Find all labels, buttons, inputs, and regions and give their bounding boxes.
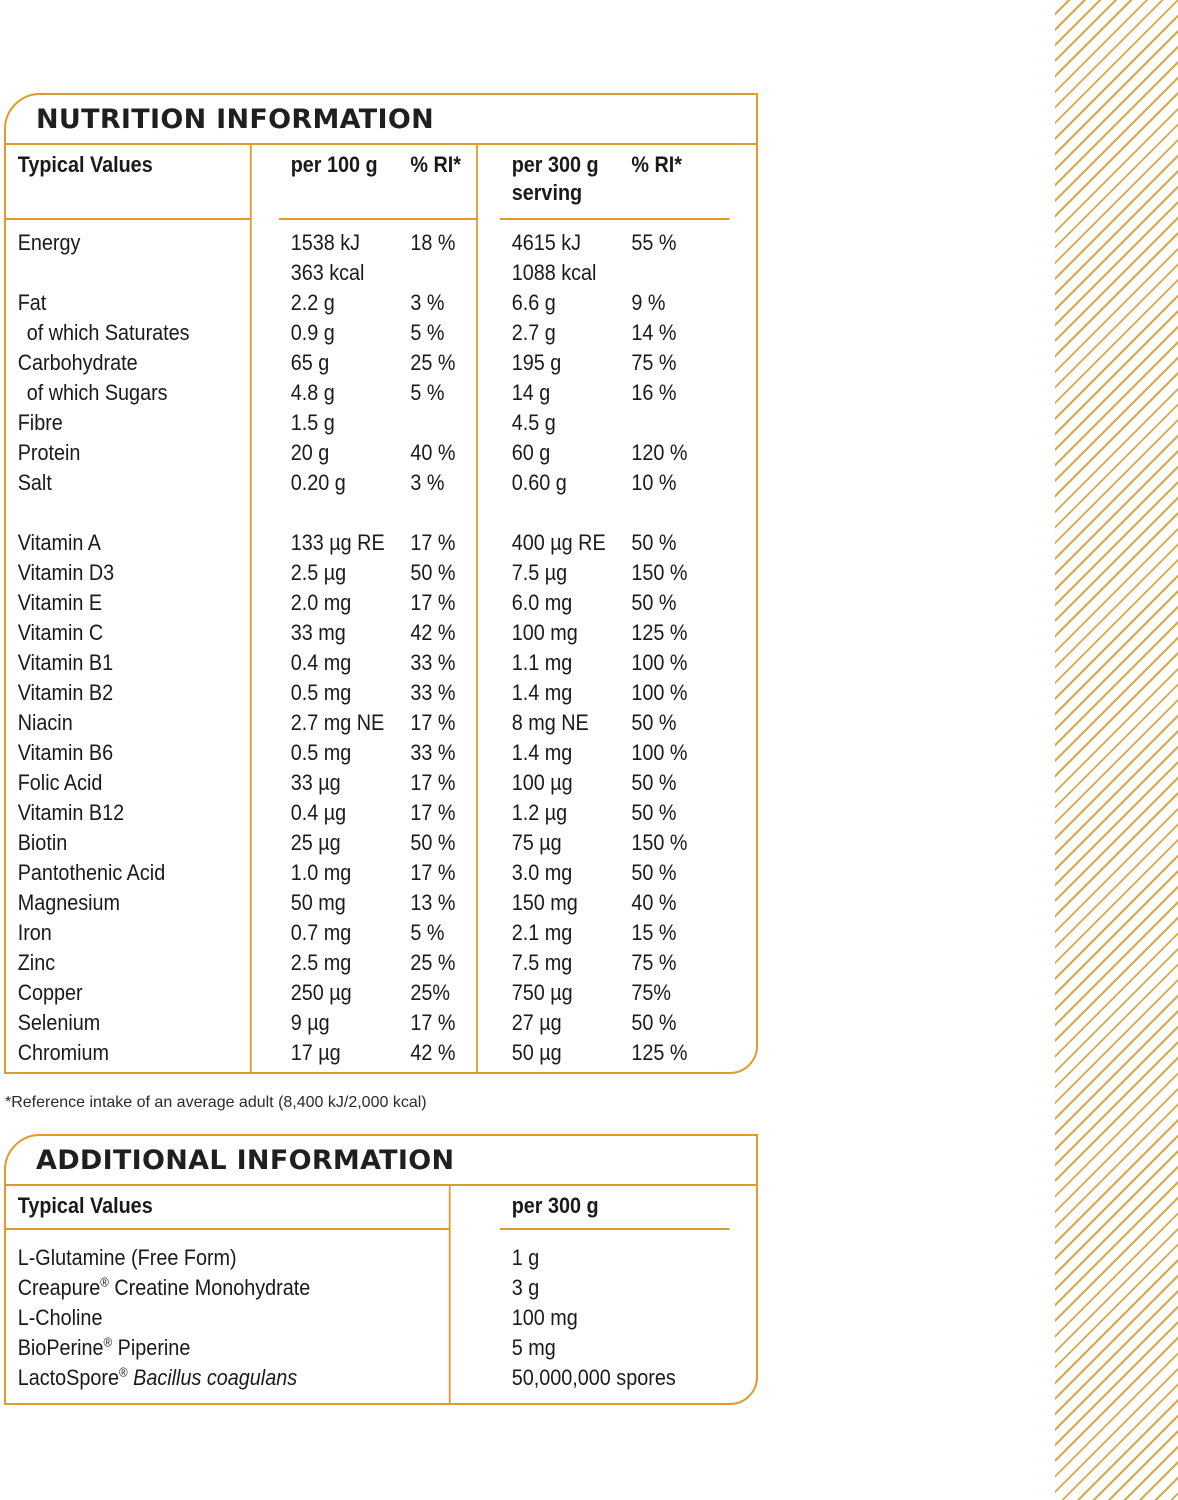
ri300-value xyxy=(631,498,728,528)
additional-header-typical: Typical Values xyxy=(6,1186,451,1230)
per100-row xyxy=(291,1038,476,1068)
per100-row xyxy=(291,678,476,708)
additional-value: 1 g xyxy=(511,1245,540,1270)
per100-row xyxy=(291,858,476,888)
per300-row xyxy=(512,618,730,648)
nutrient-label: of which Sugars xyxy=(26,380,168,405)
per300-value: 50 µg xyxy=(511,1040,562,1065)
per300-row xyxy=(512,918,730,948)
per100-value: 0.5 mg xyxy=(290,740,352,765)
per300-row xyxy=(512,558,730,588)
header-per300-line1: per 300 g xyxy=(511,152,599,177)
nutrient-label: Fat xyxy=(17,290,47,315)
ri100-value: 13 % xyxy=(410,890,456,915)
per300-row xyxy=(512,528,730,558)
ri300-value: 150 % xyxy=(631,560,688,585)
nutrient-label: Copper xyxy=(17,980,83,1005)
per300-row xyxy=(512,258,730,288)
per100-row xyxy=(291,288,476,318)
per300-value: 1088 kcal xyxy=(511,260,597,285)
nutrient-label xyxy=(18,258,250,288)
per100-value: 33 mg xyxy=(290,620,346,645)
ri300-value: 40 % xyxy=(631,890,677,915)
per100-value: 133 µg RE xyxy=(290,530,385,555)
per100-row xyxy=(291,438,476,468)
per300-row xyxy=(512,678,730,708)
per100-value: 1538 kJ xyxy=(290,230,361,255)
ri300-value: 50 % xyxy=(631,590,677,615)
nutrient-label: Protein xyxy=(17,440,81,465)
per300-value: 7.5 mg xyxy=(511,950,573,975)
per100-row xyxy=(291,318,476,348)
per100-row xyxy=(291,408,476,438)
per100-row xyxy=(291,378,476,408)
ri100-value: 50 % xyxy=(410,560,456,585)
per100-value: 2.2 g xyxy=(290,290,335,315)
per100-value: 33 µg xyxy=(290,770,341,795)
per100-value: 2.7 mg NE xyxy=(290,710,385,735)
per100-value: 50 mg xyxy=(290,890,346,915)
per300-value: 400 µg RE xyxy=(511,530,606,555)
per100-row xyxy=(291,468,476,498)
additional-header-per300: per 300 g xyxy=(500,1186,730,1230)
per100-value: 2.5 mg xyxy=(290,950,352,975)
ri300-value: 120 % xyxy=(631,440,688,465)
ri100-value: 42 % xyxy=(410,1040,456,1065)
ri300-value: 100 % xyxy=(631,650,688,675)
registered-mark: ® xyxy=(100,1274,109,1290)
per300-value: 14 g xyxy=(511,380,551,405)
per100-value: 363 kcal xyxy=(290,260,365,285)
additional-title: ADDITIONAL INFORMATION xyxy=(6,1136,756,1186)
nutrient-label: Vitamin C xyxy=(17,620,104,645)
ri300-value: 125 % xyxy=(631,620,688,645)
additional-label-italic: Bacillus coagulans xyxy=(133,1365,298,1390)
additional-label xyxy=(18,1243,449,1273)
registered-mark: ® xyxy=(118,1364,128,1380)
per300-row xyxy=(512,438,730,468)
per100-row xyxy=(291,618,476,648)
per300-value: 100 mg xyxy=(511,620,578,645)
ri100-value: 33 % xyxy=(410,650,456,675)
nutrient-label: Carbohydrate xyxy=(17,350,138,375)
per300-value: 4.5 g xyxy=(511,410,556,435)
ri300-value: 14 % xyxy=(631,320,677,345)
per100-value: 4.8 g xyxy=(290,380,335,405)
ri100-value: 18 % xyxy=(410,230,456,255)
ri300-value: 9 % xyxy=(631,290,666,315)
registered-mark: ® xyxy=(103,1334,113,1350)
per100-value: 0.9 g xyxy=(290,320,335,345)
nutrient-label: of which Saturates xyxy=(26,320,190,345)
additional-label-suffix: Piperine xyxy=(112,1335,191,1360)
ri100-value: 33 % xyxy=(410,680,456,705)
per300-row xyxy=(512,888,730,918)
per100-value: 0.4 mg xyxy=(290,650,352,675)
per300-value: 1.4 mg xyxy=(511,740,573,765)
per300-value: 2.1 mg xyxy=(511,920,573,945)
nutrient-label: Zinc xyxy=(17,950,56,975)
ri100-value: 17 % xyxy=(410,710,456,735)
per300-value: 1.1 mg xyxy=(511,650,573,675)
per100-row xyxy=(291,528,476,558)
ri300-value: 10 % xyxy=(631,470,677,495)
per100-row xyxy=(291,588,476,618)
ri100-value: 40 % xyxy=(410,440,456,465)
ri300-value: 75% xyxy=(631,980,672,1005)
ri100-value xyxy=(410,408,491,438)
ri100-value: 17 % xyxy=(410,1010,456,1035)
per100-row xyxy=(291,258,476,288)
nutrient-label: Folic Acid xyxy=(17,770,103,795)
ri300-value: 50 % xyxy=(631,800,677,825)
per100-row xyxy=(291,768,476,798)
per300-row xyxy=(512,318,730,348)
additional-value: 100 mg xyxy=(511,1305,578,1330)
nutrient-label: Pantothenic Acid xyxy=(17,860,166,885)
additional-labels-column xyxy=(6,1230,451,1403)
header-per-100g xyxy=(279,145,478,220)
ri300-value: 50 % xyxy=(631,770,677,795)
per100-row xyxy=(291,738,476,768)
ri100-value xyxy=(410,258,491,288)
per300-row xyxy=(512,738,730,768)
per100-value: 0.4 µg xyxy=(290,800,347,825)
per100-row xyxy=(291,708,476,738)
per300-column xyxy=(500,220,730,1072)
additional-label-text: L-Choline xyxy=(17,1305,103,1330)
additional-label-text: LactoSpore xyxy=(17,1365,119,1390)
nutrient-label: Salt xyxy=(17,470,52,495)
nutrient-label: Iron xyxy=(17,920,52,945)
ri100-value: 17 % xyxy=(410,590,456,615)
per300-row xyxy=(512,708,730,738)
per100-value: 0.7 mg xyxy=(290,920,352,945)
per300-value: 27 µg xyxy=(511,1010,562,1035)
additional-label-suffix: Creatine Monohydrate xyxy=(108,1275,311,1300)
per100-value: 17 µg xyxy=(290,1040,341,1065)
ri100-value: 5 % xyxy=(410,320,445,345)
per300-row xyxy=(512,1008,730,1038)
per300-value: 150 mg xyxy=(511,890,578,915)
header-per300-line2: serving xyxy=(511,180,583,205)
ri100-value: 25% xyxy=(410,980,451,1005)
ri100-value: 17 % xyxy=(410,860,456,885)
per300-value: 8 mg NE xyxy=(511,710,589,735)
per100-value: 9 µg xyxy=(290,1010,330,1035)
ri100-value xyxy=(410,498,491,528)
per100-value: 1.5 g xyxy=(290,410,335,435)
per100-column xyxy=(279,220,478,1072)
per100-row xyxy=(291,798,476,828)
nutrient-label: Vitamin E xyxy=(17,590,103,615)
per300-value: 750 µg xyxy=(511,980,573,1005)
ri300-value: 125 % xyxy=(631,1040,688,1065)
nutrition-table xyxy=(6,145,756,1072)
ri300-value: 50 % xyxy=(631,530,677,555)
additional-value: 3 g xyxy=(511,1275,540,1300)
per100-value: 20 g xyxy=(290,440,330,465)
ri100-value: 17 % xyxy=(410,530,456,555)
additional-values-column xyxy=(500,1230,730,1403)
additional-label xyxy=(18,1273,449,1303)
per300-value: 3.0 mg xyxy=(511,860,573,885)
per300-value: 6.6 g xyxy=(511,290,556,315)
per100-row xyxy=(291,348,476,378)
nutrient-label: Vitamin B1 xyxy=(17,650,114,675)
nutrition-panel xyxy=(4,93,758,1074)
per300-row xyxy=(512,948,730,978)
per300-value: 7.5 µg xyxy=(511,560,568,585)
ri300-value: 150 % xyxy=(631,830,688,855)
additional-label xyxy=(18,1303,449,1333)
per100-row xyxy=(291,558,476,588)
nutrition-title: NUTRITION INFORMATION xyxy=(6,95,756,145)
per300-row xyxy=(512,288,730,318)
per100-value: 1.0 mg xyxy=(290,860,352,885)
ri300-value: 50 % xyxy=(631,710,677,735)
per300-row xyxy=(512,858,730,888)
additional-panel xyxy=(4,1134,758,1405)
per300-row xyxy=(512,798,730,828)
ri100-value: 17 % xyxy=(410,800,456,825)
nutrient-label: Vitamin B6 xyxy=(17,740,114,765)
per300-row xyxy=(512,498,730,528)
per300-row xyxy=(512,1038,730,1068)
header-ri300: % RI* xyxy=(631,152,683,177)
per100-value: 65 g xyxy=(290,350,330,375)
per300-value: 0.60 g xyxy=(511,470,567,495)
nutrient-label: Biotin xyxy=(17,830,68,855)
per300-value: 1.4 mg xyxy=(511,680,573,705)
ri300-value xyxy=(631,258,728,288)
additional-value: 5 mg xyxy=(511,1335,556,1360)
ri-footnote: *Reference intake of an average adult (8,400 kJ/2,000 kcal) xyxy=(5,1094,427,1111)
per100-value: 0.20 g xyxy=(290,470,346,495)
per300-value: 60 g xyxy=(511,440,551,465)
ri100-value: 33 % xyxy=(410,740,456,765)
nutrient-labels-column xyxy=(6,220,252,1072)
ri300-value: 75 % xyxy=(631,350,677,375)
per100-row xyxy=(291,978,476,1008)
per300-row xyxy=(512,378,730,408)
ri100-value: 5 % xyxy=(410,380,445,405)
per300-value: 100 µg xyxy=(511,770,573,795)
ri300-value: 55 % xyxy=(631,230,677,255)
ri100-value: 25 % xyxy=(410,350,456,375)
per300-row xyxy=(512,828,730,858)
additional-table xyxy=(6,1186,756,1403)
additional-label xyxy=(18,1333,449,1363)
per300-value: 2.7 g xyxy=(511,320,556,345)
nutrient-label: Vitamin A xyxy=(17,530,101,555)
nutrient-label: Selenium xyxy=(17,1010,101,1035)
per100-value: 0.5 mg xyxy=(290,680,352,705)
nutrient-label: Vitamin D3 xyxy=(17,560,115,585)
per100-value: 25 µg xyxy=(290,830,341,855)
additional-label-text: L-Glutamine (Free Form) xyxy=(17,1245,237,1270)
header-per-300g xyxy=(500,145,730,220)
nutrient-label xyxy=(18,498,250,528)
additional-label xyxy=(18,1363,449,1393)
ri300-value: 50 % xyxy=(631,1010,677,1035)
ri300-value: 100 % xyxy=(631,740,688,765)
ri100-value: 25 % xyxy=(410,950,456,975)
additional-value: 50,000,000 spores xyxy=(511,1365,676,1390)
ri100-value: 3 % xyxy=(410,470,445,495)
per100-row xyxy=(291,228,476,258)
ri100-value: 42 % xyxy=(410,620,456,645)
per300-row xyxy=(512,348,730,378)
ri100-value: 50 % xyxy=(410,830,456,855)
per100-row xyxy=(291,948,476,978)
ri100-value: 17 % xyxy=(410,770,456,795)
nutrient-label: Chromium xyxy=(17,1040,110,1065)
ri100-value: 3 % xyxy=(410,290,445,315)
per300-value xyxy=(512,498,632,528)
additional-label-text: Creapure xyxy=(17,1275,101,1300)
header-typical-values: Typical Values xyxy=(6,145,252,220)
per100-value: 2.0 mg xyxy=(290,590,352,615)
additional-label-text: BioPerine xyxy=(17,1335,104,1360)
decorative-stripes xyxy=(1055,0,1178,1500)
ri300-value: 50 % xyxy=(631,860,677,885)
per300-value: 4615 kJ xyxy=(511,230,582,255)
per100-row xyxy=(291,888,476,918)
per100-row xyxy=(291,828,476,858)
ri100-value: 5 % xyxy=(410,920,445,945)
nutrient-label: Niacin xyxy=(17,710,73,735)
per100-row xyxy=(291,918,476,948)
per100-row xyxy=(291,1008,476,1038)
per300-row xyxy=(512,768,730,798)
ri300-value: 15 % xyxy=(631,920,677,945)
ri300-value: 16 % xyxy=(631,380,677,405)
per300-value: 6.0 mg xyxy=(511,590,573,615)
per300-row xyxy=(512,588,730,618)
per300-row xyxy=(512,648,730,678)
ri300-value xyxy=(631,408,728,438)
ri300-value: 100 % xyxy=(631,680,688,705)
per300-row xyxy=(512,468,730,498)
nutrient-label: Vitamin B2 xyxy=(17,680,114,705)
header-ri100: % RI* xyxy=(410,152,462,177)
per100-row xyxy=(291,648,476,678)
per300-value: 195 g xyxy=(511,350,562,375)
nutrient-label: Fibre xyxy=(17,410,63,435)
per300-value: 1.2 µg xyxy=(511,800,568,825)
ri300-value: 75 % xyxy=(631,950,677,975)
per300-row xyxy=(512,408,730,438)
per300-row xyxy=(512,978,730,1008)
nutrient-label: Magnesium xyxy=(17,890,121,915)
per300-value: 75 µg xyxy=(511,830,562,855)
per100-value: 250 µg xyxy=(290,980,352,1005)
per100-value xyxy=(291,498,411,528)
header-per100: per 100 g xyxy=(290,152,378,177)
per300-row xyxy=(512,228,730,258)
nutrient-label: Energy xyxy=(17,230,81,255)
per100-row xyxy=(291,498,476,528)
nutrient-label: Vitamin B12 xyxy=(17,800,125,825)
per100-value: 2.5 µg xyxy=(290,560,347,585)
